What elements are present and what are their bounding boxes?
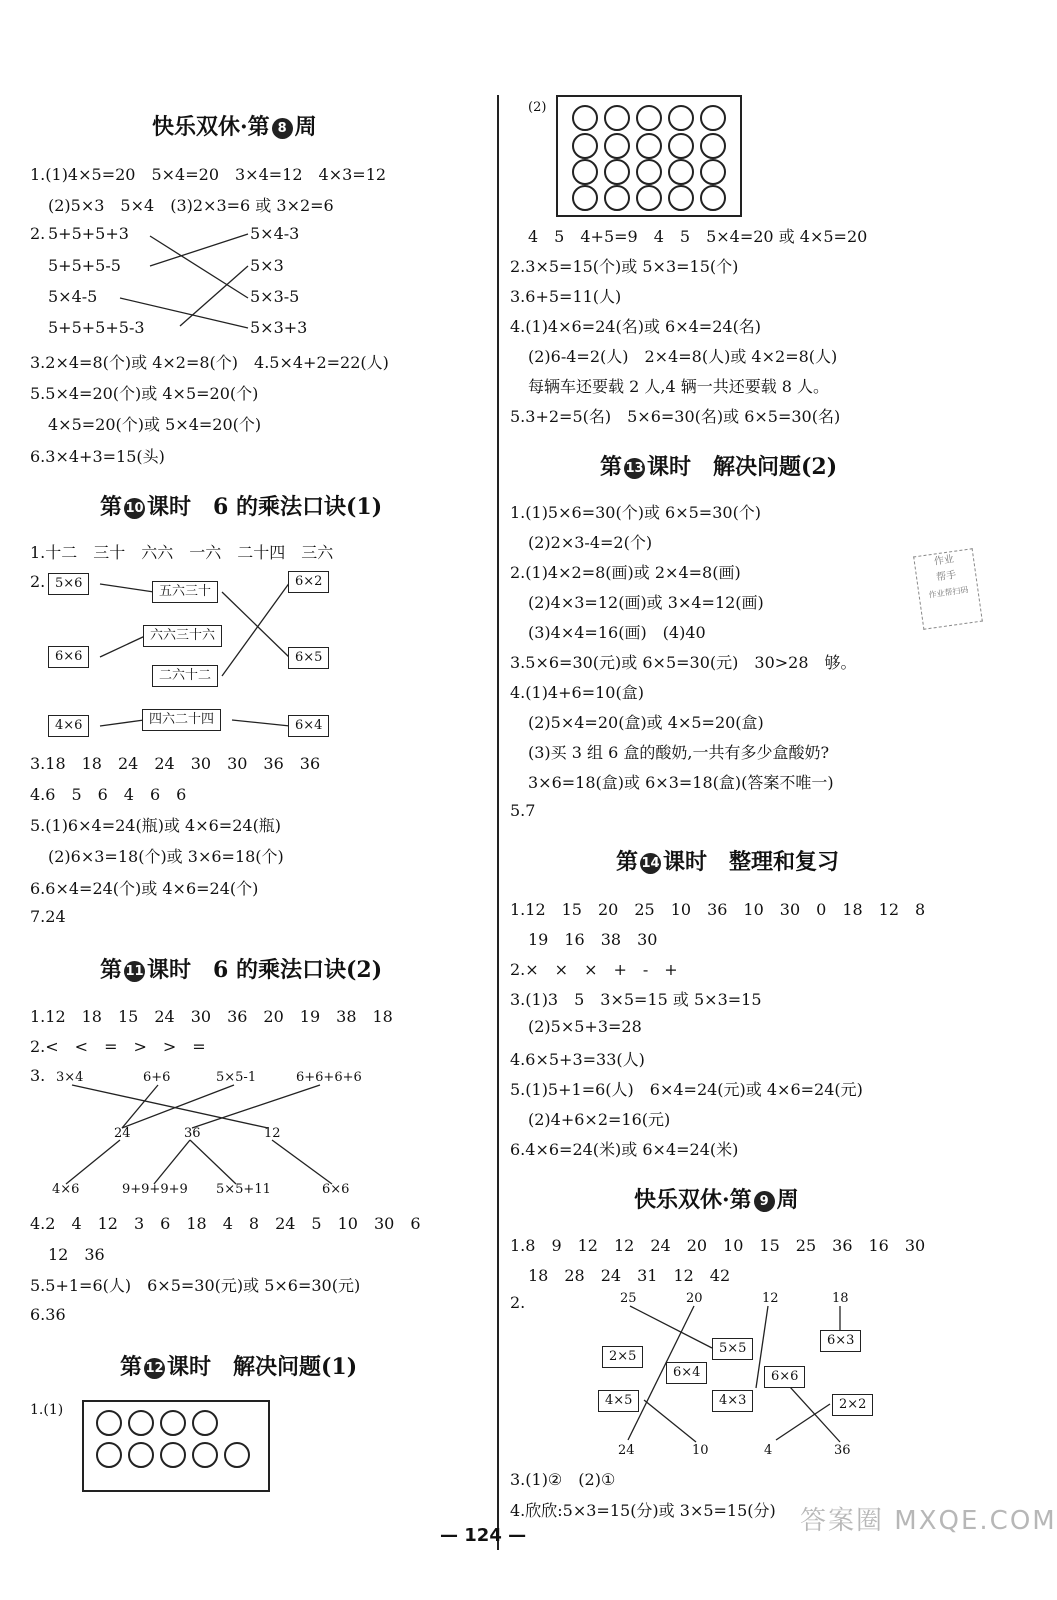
heading-week-9: 快乐双休·第 9 周: [634, 1187, 799, 1213]
match-bottom-item: 10: [692, 1443, 709, 1458]
match-bottom-item: 9+9+9+9: [122, 1182, 188, 1197]
answer-line: 6.36: [30, 1305, 66, 1324]
answer-line: 5.5×4=20(个)或 4×5=20(个): [30, 384, 259, 403]
number-badge: 10: [124, 498, 145, 519]
answer-line: 3×6=18(盒)或 6×3=18(盒)(答案不唯一): [528, 773, 834, 792]
match-right-item: 5×3: [250, 256, 284, 275]
question-number: 3.: [30, 1066, 46, 1085]
heading-week-8: 快乐双休·第 8 周: [152, 114, 317, 140]
answer-line: (2)4+6×2=16(元): [528, 1110, 671, 1129]
answer-line: (2)5×5+3=28: [528, 1017, 642, 1036]
answer-line: (2)4×3=12(画)或 3×4=12(画): [528, 593, 764, 612]
answer-line: 3.2×4=8(个)或 4×2=8(个) 4.5×4+2=22(人): [30, 353, 389, 372]
heading-lesson-10: 第 10 课时 6 的乘法口诀(1): [100, 494, 383, 520]
number-badge: 11: [124, 961, 145, 982]
question-number: 2.: [30, 224, 46, 243]
number-badge: 8: [272, 118, 293, 139]
circle-diagram: [82, 1400, 270, 1492]
match-top-item: 3×4: [56, 1070, 84, 1085]
match-left-item: 5+5+5+5-3: [48, 318, 145, 337]
match-box: 二六十二: [152, 665, 218, 687]
answer-line: 5.7: [510, 801, 536, 820]
question-number: 2.: [510, 1293, 526, 1312]
match-box: 4×6: [48, 715, 89, 737]
match-left-item: 5+5+5+3: [48, 224, 129, 243]
answer-line: (3)4×4=16(画) (4)40: [528, 623, 706, 642]
heading-lesson-12: 第 12 课时 解决问题(1): [120, 1354, 358, 1380]
match-mid-item: 24: [114, 1126, 131, 1141]
answer-line: (2)6×3=18(个)或 3×6=18(个): [48, 847, 284, 866]
match-top-item: 18: [832, 1291, 849, 1306]
match-bottom-item: 4: [764, 1443, 773, 1458]
answer-line: (3)买 3 组 6 盒的酸奶,一共有多少盒酸奶?: [528, 743, 830, 762]
match-top-item: 25: [620, 1291, 637, 1306]
answer-line: 4.2 4 12 3 6 18 4 8 24 5 10 30 6: [30, 1214, 421, 1233]
match-top-item: 12: [762, 1291, 779, 1306]
match-right-item: 5×3-5: [250, 287, 300, 306]
match-box: 6×3: [820, 1330, 861, 1352]
match-box: 6×2: [288, 571, 329, 593]
match-mid-item: 12: [264, 1126, 281, 1141]
match-bottom-item: 36: [834, 1443, 851, 1458]
question-number: 2.: [30, 572, 46, 591]
answer-line: 5.(1)6×4=24(瓶)或 4×6=24(瓶): [30, 816, 282, 835]
answer-line: 3.(1)② (2)①: [510, 1470, 616, 1489]
answer-line: 每辆车还要载 2 人,4 辆一共还要载 8 人。: [528, 377, 830, 396]
match-box: 6×4: [288, 715, 329, 737]
answer-line: 6.6×4=24(个)或 4×6=24(个): [30, 879, 259, 898]
match-right-item: 5×4-3: [250, 224, 300, 243]
answer-line: 1.12 15 20 25 10 36 10 30 0 18 12 8: [510, 900, 926, 919]
answer-line: 2.(1)4×2=8(画)或 2×4=8(画): [510, 563, 741, 582]
answer-line: 7.24: [30, 907, 66, 926]
answer-line: 4.(1)4×6=24(名)或 6×4=24(名): [510, 317, 762, 336]
answer-line: (2)6-4=2(人) 2×4=8(人)或 4×2=8(人): [528, 347, 838, 366]
match-box: 4×3: [712, 1390, 753, 1412]
answer-line: 4.6 5 6 4 6 6: [30, 785, 187, 804]
match-left-item: 5×4-5: [48, 287, 98, 306]
match-box: 6×4: [666, 1362, 707, 1384]
column-divider: [497, 95, 499, 1550]
answer-line: 2.< < = > > =: [30, 1037, 206, 1056]
answer-line: 1.8 9 12 12 24 20 10 15 25 36 16 30: [510, 1236, 926, 1255]
answer-line: 1.(1)4×5=20 5×4=20 3×4=12 4×3=12: [30, 165, 387, 184]
match-bottom-item: 6×6: [322, 1182, 350, 1197]
match-box: 2×2: [832, 1394, 873, 1416]
match-box: 4×5: [598, 1390, 639, 1412]
answer-line: 5.5+1=6(人) 6×5=30(元)或 5×6=30(元): [30, 1276, 361, 1295]
match-bottom-item: 24: [618, 1443, 635, 1458]
match-box: 四六二十四: [142, 709, 221, 731]
page-number: — 124 —: [440, 1525, 527, 1546]
number-badge: 12: [144, 1358, 165, 1379]
answer-line: 3.6+5=11(人): [510, 287, 622, 306]
match-bottom-item: 5×5+11: [216, 1182, 271, 1197]
answer-line: 19 16 38 30: [528, 930, 658, 949]
match-top-item: 20: [686, 1291, 703, 1306]
answer-line: 5.3+2=5(名) 5×6=30(名)或 6×5=30(名): [510, 407, 841, 426]
answer-line: 5.(1)5+1=6(人) 6×4=24(元)或 4×6=24(元): [510, 1080, 863, 1099]
circle-diagram: [556, 95, 742, 217]
app-stamp: 作业 帮手 作业帮扫码: [913, 548, 983, 630]
answer-line: 4×5=20(个)或 5×4=20(个): [48, 415, 262, 434]
match-top-item: 5×5-1: [216, 1070, 257, 1085]
question-number: (2): [528, 100, 547, 115]
answer-line: 6.4×6=24(米)或 6×4=24(米): [510, 1140, 739, 1159]
number-badge: 13: [624, 458, 645, 479]
match-top-item: 6+6+6+6: [296, 1070, 362, 1085]
match-mid-item: 36: [184, 1126, 201, 1141]
match-box: 六六三十六: [143, 625, 222, 647]
watermark: 答案圈 MXQE.COM: [800, 1506, 1057, 1536]
answer-line: 1.(1)5×6=30(个)或 6×5=30(个): [510, 503, 762, 522]
answer-line: 2.× × × + - +: [510, 960, 678, 979]
answer-line: 4.6×5+3=33(人): [510, 1050, 645, 1069]
match-box: 6×6: [48, 646, 89, 668]
match-box: 6×5: [288, 647, 329, 669]
answer-line: 3.5×6=30(元)或 6×5=30(元) 30>28 够。: [510, 653, 857, 672]
answer-line: 4.欣欣:5×3=15(分)或 3×5=15(分): [510, 1501, 776, 1520]
answer-line: 4.(1)4+6=10(盒): [510, 683, 644, 702]
answer-line: 18 28 24 31 12 42: [528, 1266, 731, 1285]
match-top-item: 6+6: [143, 1070, 171, 1085]
match-bottom-item: 4×6: [52, 1182, 80, 1197]
number-badge: 14: [640, 853, 661, 874]
answer-line: (2)2×3-4=2(个): [528, 533, 653, 552]
match-box: 5×5: [712, 1338, 753, 1360]
match-box: 2×5: [602, 1346, 643, 1368]
heading-lesson-14: 第 14 课时 整理和复习: [616, 849, 840, 875]
match-box: 五六三十: [152, 581, 218, 603]
answer-line: 6.3×4+3=15(头): [30, 447, 165, 466]
heading-lesson-11: 第 11 课时 6 的乘法口诀(2): [100, 957, 383, 983]
answer-line: 2.3×5=15(个)或 5×3=15(个): [510, 257, 739, 276]
match-box: 5×6: [48, 573, 89, 595]
match-box: 6×6: [764, 1366, 805, 1388]
answer-line: 1.十二 三十 六六 一六 二十四 三六: [30, 543, 334, 562]
match-right-item: 5×3+3: [250, 318, 308, 337]
number-badge: 9: [754, 1191, 775, 1212]
answer-line: 12 36: [48, 1245, 105, 1264]
question-number: 1.(1): [30, 1402, 64, 1418]
match-left-item: 5+5+5-5: [48, 256, 121, 275]
answer-line: 1.12 18 15 24 30 36 20 19 38 18: [30, 1007, 393, 1026]
answer-line: (2)5×4=20(盒)或 4×5=20(盒): [528, 713, 764, 732]
answer-line: 3.18 18 24 24 30 30 36 36: [30, 754, 321, 773]
answer-line: 4 5 4+5=9 4 5 5×4=20 或 4×5=20: [528, 227, 868, 246]
heading-lesson-13: 第 13 课时 解决问题(2): [600, 454, 838, 480]
answer-line: 3.(1)3 5 3×5=15 或 5×3=15: [510, 990, 762, 1009]
answer-line: (2)5×3 5×4 (3)2×3=6 或 3×2=6: [48, 196, 334, 215]
